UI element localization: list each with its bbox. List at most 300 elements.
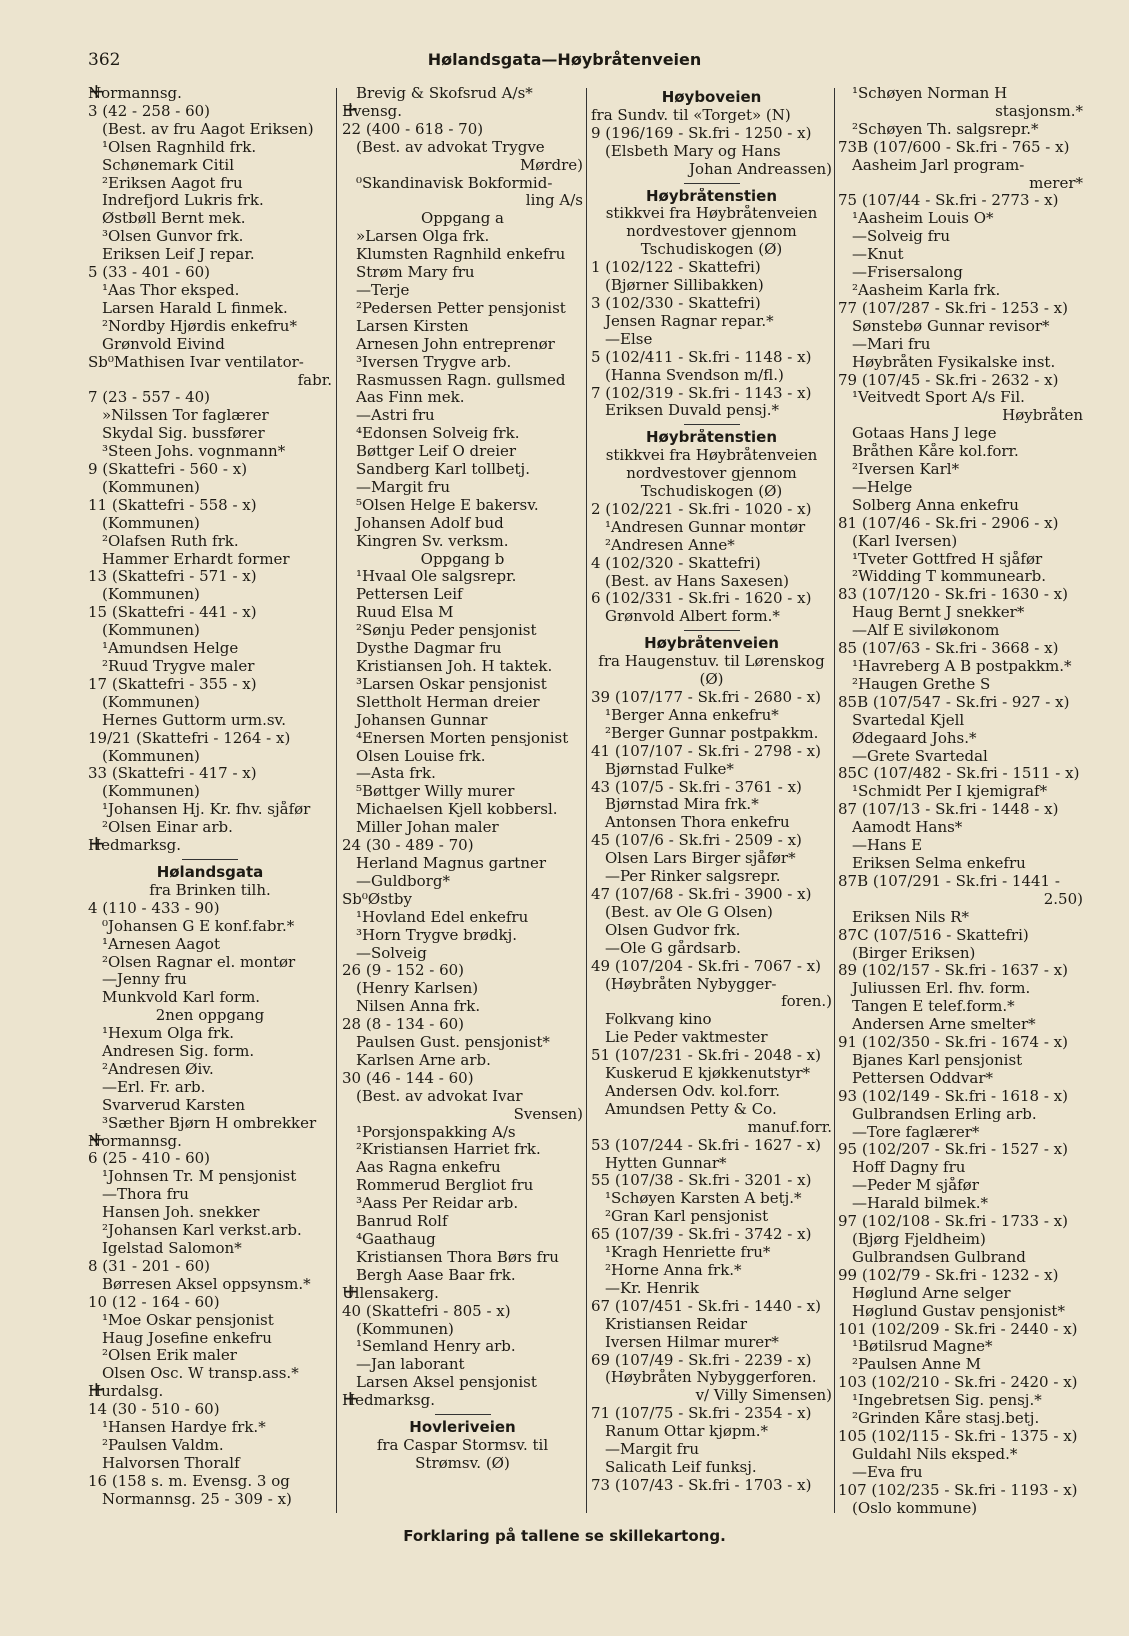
directory-line: —Peder M sjåfør [852,1177,979,1195]
directory-line: stasjonsm.* [995,102,1083,120]
directory-line: Igelstad Salomon* [102,1240,242,1257]
directory-line: v/ Villy Simensen) [695,1387,832,1405]
directory-line: 97 (102/108 - Sk.fri - 1733 - x) [838,1213,1068,1231]
directory-line: —Solveig [356,944,427,962]
directory-line: 73B (107/600 - Sk.fri - 765 - x) [838,138,1070,156]
directory-line: fra Brinken tilh. [149,881,271,899]
directory-line: Ruud Elsa M [356,604,454,622]
directory-line: ²Berger Gunnar postpakkm. [605,724,819,742]
directory-line: —Grete Svartedal [852,747,988,765]
directory-line: Andersen Arne smelter* [852,1016,1036,1034]
directory-line: (Best. av fru Aagot Eriksen) [102,120,314,138]
directory-line: Olsen Osc. W transp.ass.* [102,1365,299,1383]
directory-line: ²Johansen Karl verkst.arb. [102,1222,302,1240]
directory-line: ¹Kragh Henriette fru* [605,1244,771,1262]
cross-street: + Hurdalsg. [88,1383,332,1401]
directory-line: 24 (30 - 489 - 70) [342,837,474,855]
directory-line: Høglund Gustav pensjonist* [852,1302,1065,1320]
directory-line: 67 (107/451 - Sk.fri - 1440 - x) [591,1297,821,1315]
directory-line: —Helge [852,478,913,496]
directory-line: ³Steen Johs. vognmann* [102,443,286,461]
directory-line: 107 (102/235 - Sk.fri - 1193 - x) [838,1481,1078,1499]
directory-line: 9 (196/169 - Sk.fri - 1250 - x) [591,124,812,142]
directory-line: »Larsen Olga frk. [356,228,490,246]
directory-line: nordvestover gjennom [626,465,797,483]
directory-line: ⁴Edonsen Solveig frk. [356,425,520,443]
directory-line: 99 (102/79 - Sk.fri - 1232 - x) [838,1266,1059,1284]
directory-line: 85C (107/482 - Sk.fri - 1511 - x) [838,765,1080,783]
directory-line: ²Andresen Øiv. [102,1060,214,1078]
directory-line: Amundsen Petty & Co. [605,1100,777,1118]
directory-line: Aas Finn mek. [356,389,465,407]
directory-column-4 [838,85,1083,1518]
directory-line: Michaelsen Kjell kobbersl. [356,801,558,819]
directory-line: ling A/s [525,192,583,210]
directory-line: ¹Schøyen Karsten A betj.* [605,1190,802,1208]
directory-line: (Kommunen) [102,586,200,604]
directory-line: (Kommunen) [102,747,200,765]
directory-line: Pettersen Oddvar* [852,1069,993,1087]
directory-line: 4 (102/320 - Skattefri) [591,554,761,572]
directory-line: 11 (Skattefri - 558 - x) [88,496,257,514]
directory-line: 6 (102/331 - Sk.fri - 1620 - x) [591,590,812,608]
directory-line: foren.) [781,993,832,1011]
directory-line: ²Aasheim Karla frk. [852,281,1001,299]
directory-line: Grønvold Albert form.* [605,608,780,626]
directory-line: Herland Magnus gartner [356,854,547,872]
directory-line: 5 (33 - 401 - 60) [88,264,211,282]
directory-line: ²Paulsen Anne M [852,1356,981,1374]
directory-line: 87C (107/516 - Skattefri) [838,926,1029,944]
directory-line: ¹Hexum Olga frk. [102,1025,235,1043]
directory-line: (Kommunen) [102,478,200,496]
street-heading: Høybråtenstien [645,187,777,205]
directory-line: ³Iversen Trygve arb. [356,353,512,371]
directory-line: ²Widding T kommunearb. [852,568,1047,586]
directory-line: —Asta frk. [356,765,436,783]
directory-line: nordvestover gjennom [626,223,797,241]
directory-line: Hoff Dagny fru [852,1159,966,1177]
directory-line: Karlsen Arne arb. [356,1051,491,1069]
directory-line: Sb⁰Østby [342,890,412,908]
street-heading: Hølandsgata [156,863,264,881]
directory-line: Nilsen Anna frk. [356,998,481,1016]
directory-line: fra Caspar Stormsv. til [376,1436,549,1454]
page-number: 362 [88,50,121,70]
section-rule [684,424,740,425]
directory-line: Gotaas Hans J lege [852,425,997,443]
directory-line: ²Schøyen Th. salgsrepr.* [852,120,1039,138]
directory-line: Antonsen Thora enkefru [605,814,790,832]
directory-line: 75 (107/44 - Sk.fri - 2773 - x) [838,192,1059,210]
directory-line: (Kommunen) [102,514,200,532]
directory-line: Aas Ragna enkefru [356,1159,501,1177]
directory-line: Bjanes Karl pensjonist [852,1051,1023,1069]
directory-line: Juliussen Erl. fhv. form. [852,980,1031,998]
directory-line: 15 (Skattefri - 441 - x) [88,604,257,622]
cross-street: + Normannsg. [88,1133,332,1151]
directory-line: —Terje [356,281,410,299]
directory-line: Hernes Guttorm urm.sv. [102,711,287,729]
directory-line: 41 (107/107 - Sk.fri - 2798 - x) [591,742,821,760]
directory-line: ²Eriksen Aagot fru [102,174,243,192]
directory-line: Svensen) [513,1105,583,1123]
directory-line: ¹Olsen Ragnhild frk. [102,138,257,156]
directory-line: Kristiansen Joh. H taktek. [356,658,553,675]
directory-line: —Erl. Fr. arb. [102,1078,206,1096]
directory-line: 103 (102/210 - Sk.fri - 2420 - x) [838,1374,1078,1392]
directory-line: (Best. av advokat Ivar [356,1087,523,1105]
directory-line: 93 (102/149 - Sk.fri - 1618 - x) [838,1087,1068,1105]
directory-line: 2 (102/221 - Sk.fri - 1020 - x) [591,500,812,518]
directory-line: Svarverud Karsten [102,1096,245,1114]
directory-line: 85B (107/547 - Sk.fri - 927 - x) [838,693,1070,711]
directory-line: Miller Johan maler [356,819,499,837]
directory-line: —Per Rinker salgsrepr. [605,868,781,886]
directory-line: Andersen Odv. kol.forr. [605,1082,781,1100]
directory-line: Aamodt Hans* [852,819,963,837]
directory-line: 33 (Skattefri - 417 - x) [88,765,257,783]
directory-line: Bøttger Leif O dreier [356,443,517,461]
directory-line: 95 (102/207 - Sk.fri - 1527 - x) [838,1141,1068,1159]
directory-line: Sb⁰Mathisen Ivar ventilator- [88,353,304,371]
directory-line: —Thora fru [102,1186,189,1204]
directory-line: Olsen Louise frk. [356,747,486,765]
directory-line: Kingren Sv. verksm. [356,532,509,550]
directory-line: fabr. [297,371,332,389]
directory-line: ²Paulsen Valdm. [102,1436,224,1454]
directory-line: Salicath Leif funksj. [605,1458,757,1476]
directory-line: 87B (107/291 - Sk.fri - 1441 - [838,872,1060,890]
directory-line: Tschudiskogen (Ø) [640,241,783,259]
directory-line: Ødegaard Johs.* [852,729,977,747]
directory-line: 9 (Skattefri - 560 - x) [88,461,248,479]
directory-line: Bråthen Kåre kol.forr. [852,443,1019,461]
directory-line: —Mari fru [852,335,931,353]
directory-line: Solberg Anna enkefru [852,496,1019,514]
directory-line: manuf.forr. [747,1118,832,1136]
directory-line: Bjørnstad Fulke* [605,760,734,778]
directory-line: Ranum Ottar kjøpm.* [605,1423,768,1441]
directory-line: 53 (107/244 - Sk.fri - 1627 - x) [591,1136,821,1154]
street-heading: Høybråtenveien [644,635,779,653]
street-heading: Høyboveien [661,89,762,106]
directory-line: ¹Tveter Gottfred H sjåfør [852,550,1043,568]
directory-line: ²Olsen Einar arb. [102,819,233,837]
directory-line: ²Olsen Ragnar el. montør [102,953,296,971]
directory-line: ¹Johansen Hj. Kr. fhv. sjåfør [102,801,311,819]
directory-line: Johansen Gunnar [356,711,488,729]
directory-line: —Hans E [852,837,923,855]
directory-line: Børresen Aksel oppsynsm.* [102,1275,311,1293]
directory-line: —Eva fru [852,1463,923,1481]
directory-line: Eriksen Nils R* [852,908,969,926]
directory-line: 28 (8 - 134 - 60) [342,1016,465,1034]
directory-line: —Frisersalong [852,264,963,282]
directory-line: 47 (107/68 - Sk.fri - 3900 - x) [591,885,812,903]
directory-line: Eriksen Duvald pensj.* [605,402,780,420]
directory-line: —Knut [852,246,904,264]
directory-line: —Kr. Henrik [605,1279,699,1297]
directory-line: Høybråten [1002,407,1083,425]
directory-line: 13 (Skattefri - 571 - x) [88,568,257,586]
directory-line: (Hanna Svendson m/fl.) [605,366,784,384]
directory-line: ³Aass Per Reidar arb. [356,1195,519,1213]
directory-line: (Birger Eriksen) [852,944,976,962]
directory-line: Larsen Harald L finmek. [102,299,288,317]
directory-line: Arnesen John entreprenør [356,335,555,353]
directory-line: ⁵Bøttger Willy murer [356,783,515,801]
directory-line: Haug Bernt J snekker* [852,604,1025,622]
directory-line: 69 (107/49 - Sk.fri - 2239 - x) [591,1351,812,1369]
directory-line: —Astri fru [356,407,435,425]
section-rule [435,1414,491,1415]
directory-line: ³Olsen Gunvor frk. [102,228,244,246]
directory-line: 26 (9 - 152 - 60) [342,962,465,980]
directory-line: —Harald bilmek.* [852,1195,988,1213]
directory-line: ¹Hansen Hardye frk.* [102,1419,266,1437]
directory-line: 105 (102/115 - Sk.fri - 1375 - x) [838,1427,1078,1445]
directory-line: 17 (Skattefri - 355 - x) [88,675,257,693]
directory-line: Johansen Adolf bud [356,514,504,532]
directory-line: ²Nordby Hjørdis enkefru* [102,317,297,335]
directory-line: —Alf E siviløkonom [852,622,1000,640]
directory-line: stikkvei fra Høybråtenveien [605,447,818,465]
directory-line: —Guldborg* [356,872,450,890]
directory-line: —Else [605,330,653,348]
directory-line: ³Sæther Bjørn H ombrekker [102,1114,317,1132]
directory-line: Strømsv. (Ø) [415,1454,510,1472]
directory-line: 71 (107/75 - Sk.fri - 2354 - x) [591,1405,812,1423]
cross-street: + Hedmarksg. [342,1392,583,1410]
directory-line: ²Olafsen Ruth frk. [102,532,239,550]
directory-line: 8 (31 - 201 - 60) [88,1257,211,1275]
directory-line: 7 (102/319 - Sk.fri - 1143 - x) [591,384,812,402]
directory-line: Østbøll Bernt mek. [102,210,246,228]
directory-line: Kristiansen Reidar [605,1315,747,1333]
directory-line: 4 (110 - 433 - 90) [88,899,220,917]
directory-line: merer* [1029,174,1083,192]
directory-line: ²Andresen Anne* [605,536,735,554]
directory-line: 2.50) [1043,890,1083,908]
directory-line: Bjørnstad Mira frk.* [605,796,759,814]
directory-line: (Kommunen) [102,693,200,711]
directory-line: Normannsg. 25 - 309 - x) [102,1490,292,1508]
directory-line: ¹Semland Henry arb. [356,1338,516,1356]
directory-line: ¹Aas Thor eksped. [102,281,240,299]
directory-line: 101 (102/209 - Sk.fri - 2440 - x) [838,1320,1078,1338]
column-divider [336,88,337,1513]
cross-street: + Evensg. [342,103,583,121]
directory-line: Dysthe Dagmar fru [356,640,502,658]
directory-column-1 [88,85,332,1509]
directory-line: (Oslo kommune) [852,1499,978,1517]
directory-line: ²Gran Karl pensjonist [605,1208,769,1226]
directory-line: 40 (Skattefri - 805 - x) [342,1302,511,1320]
directory-line: ¹Schmidt Per I kjemigraf* [852,783,1048,801]
directory-line: Schønemark Citil [102,156,234,174]
directory-line: 19/21 (Skattefri - 1264 - x) [88,729,291,747]
directory-line: ⁴Gaathaug [356,1231,436,1248]
cross-street: + Hedmarksg. [88,837,332,855]
directory-line: Strøm Mary fru [356,264,475,282]
directory-line: 10 (12 - 164 - 60) [88,1293,220,1311]
directory-line: ²Pedersen Petter pensjonist [356,299,566,317]
directory-line: Guldahl Nils eksped.* [852,1445,1018,1463]
directory-line: 30 (46 - 144 - 60) [342,1069,474,1087]
directory-line: Andresen Sig. form. [102,1043,255,1061]
directory-line: Slettholt Herman dreier [356,693,540,711]
directory-line: Rasmussen Ragn. gullsmed [356,371,566,389]
directory-line: Munkvold Karl form. [102,989,261,1007]
directory-line: Indrefjord Lukris frk. [102,192,264,210]
directory-line: fra Haugenstuv. til Lørenskog [598,653,825,671]
directory-line: fra Sundv. til «Torget» (N) [591,106,791,124]
directory-line: ²Sønju Peder pensjonist [356,622,537,640]
directory-line: Halvorsen Thoralf [102,1454,240,1472]
directory-line: ¹Berger Anna enkefru* [605,706,779,724]
cross-street: + Ullensakerg. [342,1285,583,1303]
directory-line: (Karl Iversen) [852,532,958,550]
column-divider [586,88,587,1513]
directory-line: 2nen oppgang [155,1007,265,1025]
directory-line: Iversen Hilmar murer* [605,1333,779,1351]
directory-line: 7 (23 - 557 - 40) [88,389,211,407]
directory-line: Folkvang kino [605,1011,712,1029]
directory-line: ¹Moe Oskar pensjonist [102,1311,274,1329]
directory-line: Eriksen Selma enkefru [852,854,1026,872]
directory-line: Olsen Gudvor frk. [605,921,741,939]
directory-line: Hammer Erhardt former [102,550,290,568]
directory-line: (Kommunen) [102,622,200,640]
directory-line: Grønvold Eivind [102,335,225,353]
directory-line: Hansen Joh. snekker [102,1204,260,1222]
directory-line: ¹Ingebretsen Sig. pensj.* [852,1392,1042,1410]
directory-line: ¹Arnesen Aagot [102,935,220,953]
directory-line: stikkvei fra Høybråtenveien [605,205,818,223]
directory-line: 3 (102/330 - Skattefri) [591,294,761,312]
directory-line: Gulbrandsen Gulbrand [852,1248,1026,1266]
directory-line: (Kommunen) [102,783,200,801]
directory-line: 45 (107/6 - Sk.fri - 2509 - x) [591,832,802,850]
directory-line: Tschudiskogen (Ø) [640,483,783,501]
directory-line: —Jan laborant [356,1356,465,1374]
directory-line: 65 (107/39 - Sk.fri - 3742 - x) [591,1226,812,1244]
directory-line: ⁰Skandinavisk Bokformid- [356,174,553,192]
street-heading: Hovleriveien [409,1419,516,1437]
directory-line: —Tore faglærer* [852,1123,980,1141]
directory-line: (Bjørg Fjeldheim) [852,1231,986,1248]
directory-line: 77 (107/287 - Sk.fri - 1253 - x) [838,299,1068,317]
directory-line: 89 (102/157 - Sk.fri - 1637 - x) [838,962,1068,980]
directory-column-2 [342,85,583,1473]
directory-line: Eriksen Leif J repar. [102,246,255,264]
directory-line: Sønstebø Gunnar revisor* [852,317,1050,335]
directory-line: Lie Peder vaktmester [605,1029,768,1047]
directory-line: (Best. av Hans Saxesen) [605,572,789,590]
directory-column-3 [591,85,832,1495]
directory-line: 55 (107/38 - Sk.fri - 3201 - x) [591,1172,812,1190]
directory-line: ³Larsen Oskar pensjonist [356,675,547,693]
directory-line: 39 (107/177 - Sk.fri - 2680 - x) [591,689,821,706]
directory-line: ¹Hovland Edel enkefru [356,908,529,926]
directory-line: Larsen Aksel pensjonist [356,1374,537,1392]
directory-line: 5 (102/411 - Sk.fri - 1148 - x) [591,348,812,366]
directory-line: ¹Bøtilsrud Magne* [852,1338,993,1356]
directory-line: Johan Andreassen) [689,160,832,178]
directory-line: Svartedal Kjell [852,711,965,729]
directory-line: Larsen Kirsten [356,317,469,335]
directory-line: ²Ruud Trygve maler [102,658,255,675]
directory-line: Klumsten Ragnhild enkefru [356,246,566,264]
directory-line: Hytten Gunnar* [605,1154,727,1172]
section-rule [182,859,238,860]
cross-street: + Normannsg. [88,85,332,103]
column-divider [834,88,835,1513]
directory-line: ¹Veitvedt Sport A/s Fil. [852,389,1025,407]
directory-line: —Ole G gårdsarb. [605,939,741,957]
directory-line: Haug Josefine enkefru [102,1329,272,1347]
directory-line: ¹Schøyen Norman H [852,85,1008,102]
directory-line: Aasheim Jarl program- [852,156,1025,174]
directory-line: ²Grinden Kåre stasj.betj. [852,1410,1040,1428]
page-header: Hølandsgata—Høybråtenveien [427,50,702,69]
directory-line: Tangen E telef.form.* [852,998,1015,1016]
directory-line: ⁰Johansen G E konf.fabr.* [102,917,295,935]
directory-line: 6 (25 - 410 - 60) [88,1150,211,1168]
directory-line: ⁵Olsen Helge E bakersv. [356,496,539,514]
directory-line: Olsen Lars Birger sjåfør* [605,850,796,868]
directory-line: ¹Porsjonspakking A/s [356,1123,516,1141]
directory-line: »Nilssen Tor faglærer [102,407,269,425]
directory-line: ²Horne Anna frk.* [605,1262,742,1279]
directory-line: ¹Amundsen Helge [102,640,239,658]
directory-line: 81 (107/46 - Sk.fri - 2906 - x) [838,514,1059,532]
footer-note: Forklaring på tallene se skillekartong. [403,1527,726,1545]
directory-line: (Henry Karlsen) [356,980,479,998]
directory-line: Skydal Sig. bussfører [102,425,265,443]
directory-line: ²Olsen Erik maler [102,1347,237,1365]
directory-line: ²Kristiansen Harriet frk. [356,1141,541,1159]
directory-line: Brevig & Skofsrud A/s* [356,85,533,102]
directory-line: 87 (107/13 - Sk.fri - 1448 - x) [838,801,1059,819]
directory-line: —Solveig fru [852,228,951,246]
directory-line: Høybråten Fysikalske inst. [852,353,1056,371]
directory-line: Kuskerud E kjøkkenutstyr* [605,1065,811,1083]
directory-line: 1 (102/122 - Skattefri) [591,259,761,277]
directory-line: 85 (107/63 - Sk.fri - 3668 - x) [838,640,1059,658]
street-heading: Høybråtenstien [645,429,777,447]
directory-line: (Best. av advokat Trygve [356,138,545,156]
directory-line: Oppgang a [420,210,505,228]
directory-line: ¹Havreberg A B postpakkm.* [852,658,1072,675]
directory-line: ²Iversen Karl* [852,461,960,479]
section-rule [684,630,740,631]
directory-line: 14 (30 - 510 - 60) [88,1401,220,1419]
directory-line: Sandberg Karl tollbetj. [356,461,530,479]
directory-line: (Elsbeth Mary og Hans [605,142,781,160]
directory-line: Paulsen Gust. pensjonist* [356,1034,550,1052]
section-rule [684,183,740,184]
directory-line: 73 (107/43 - Sk.fri - 1703 - x) [591,1476,812,1494]
directory-line: Kristiansen Thora Børs fru [356,1248,559,1266]
directory-line: (Bjørner Sillibakken) [605,277,764,295]
directory-line: (Høybråten Nybygger- [605,975,777,993]
directory-line: ⁴Enersen Morten pensjonist [356,729,569,747]
directory-line: Oppgang b [420,550,505,568]
directory-line: Pettersen Leif [356,586,463,604]
directory-line: Jensen Ragnar repar.* [605,312,774,330]
